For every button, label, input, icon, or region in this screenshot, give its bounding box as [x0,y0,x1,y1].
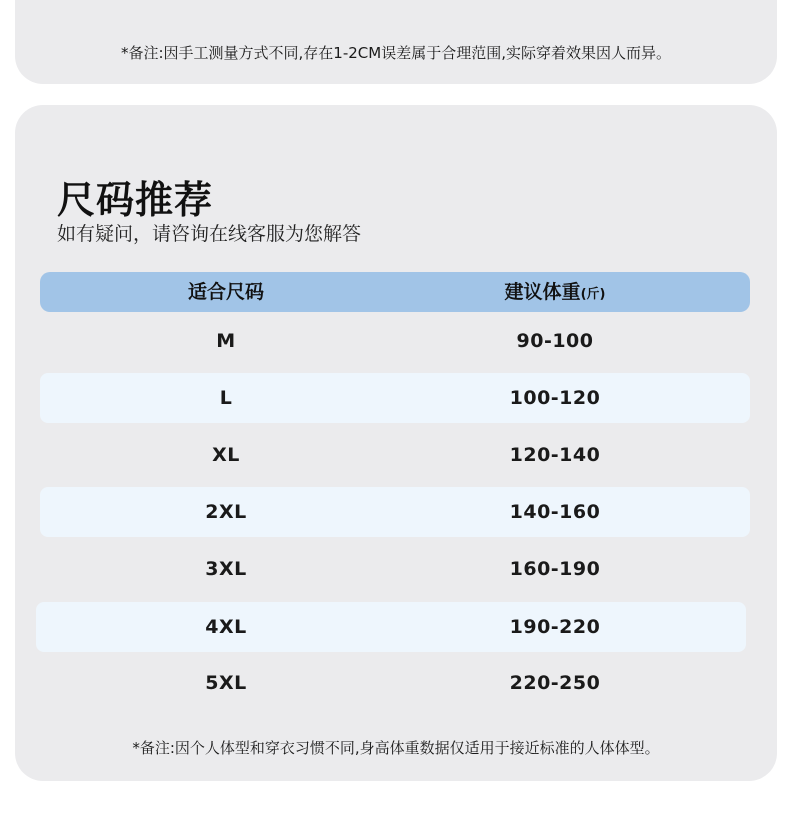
section-subtitle: 如有疑问，请咨询在线客服为您解答 [57,223,362,245]
size-cell: M [216,330,236,352]
size-recommendation-card [15,105,777,781]
section-title: 尺码推荐 [57,178,214,222]
size-cell: 3XL [205,558,247,580]
size-column-header: 适合尺码 [187,281,265,303]
table-row [40,658,750,708]
body-type-note: *备注:因个人体型和穿衣习惯不同,身高体重数据仅适用于接近标准的人体体型。 [132,739,660,757]
size-table-header [40,272,750,312]
weight-cell: 140-160 [509,501,601,523]
size-cell: 2XL [205,501,247,523]
table-row [40,430,750,480]
table-row [40,487,750,537]
weight-cell: 190-220 [509,616,601,638]
table-row [40,373,750,423]
size-cell: 4XL [205,616,247,638]
table-row [40,544,750,594]
weight-cell: 90-100 [516,330,594,352]
previous-section-card [15,0,777,84]
table-row [36,602,746,652]
weight-cell: 120-140 [509,444,601,466]
table-row [40,316,750,366]
size-cell: L [219,387,233,409]
size-cell: XL [212,444,240,466]
weight-unit-label: (斤) [580,287,606,302]
weight-column-header: 建议体重(斤) [504,281,606,303]
weight-cell: 100-120 [509,387,601,409]
measurement-note: *备注:因手工测量方式不同,存在1-2CM误差属于合理范围,实际穿着效果因人而异。 [120,44,671,62]
weight-cell: 160-190 [509,558,601,580]
weight-cell: 220-250 [509,672,601,694]
size-cell: 5XL [205,672,247,694]
